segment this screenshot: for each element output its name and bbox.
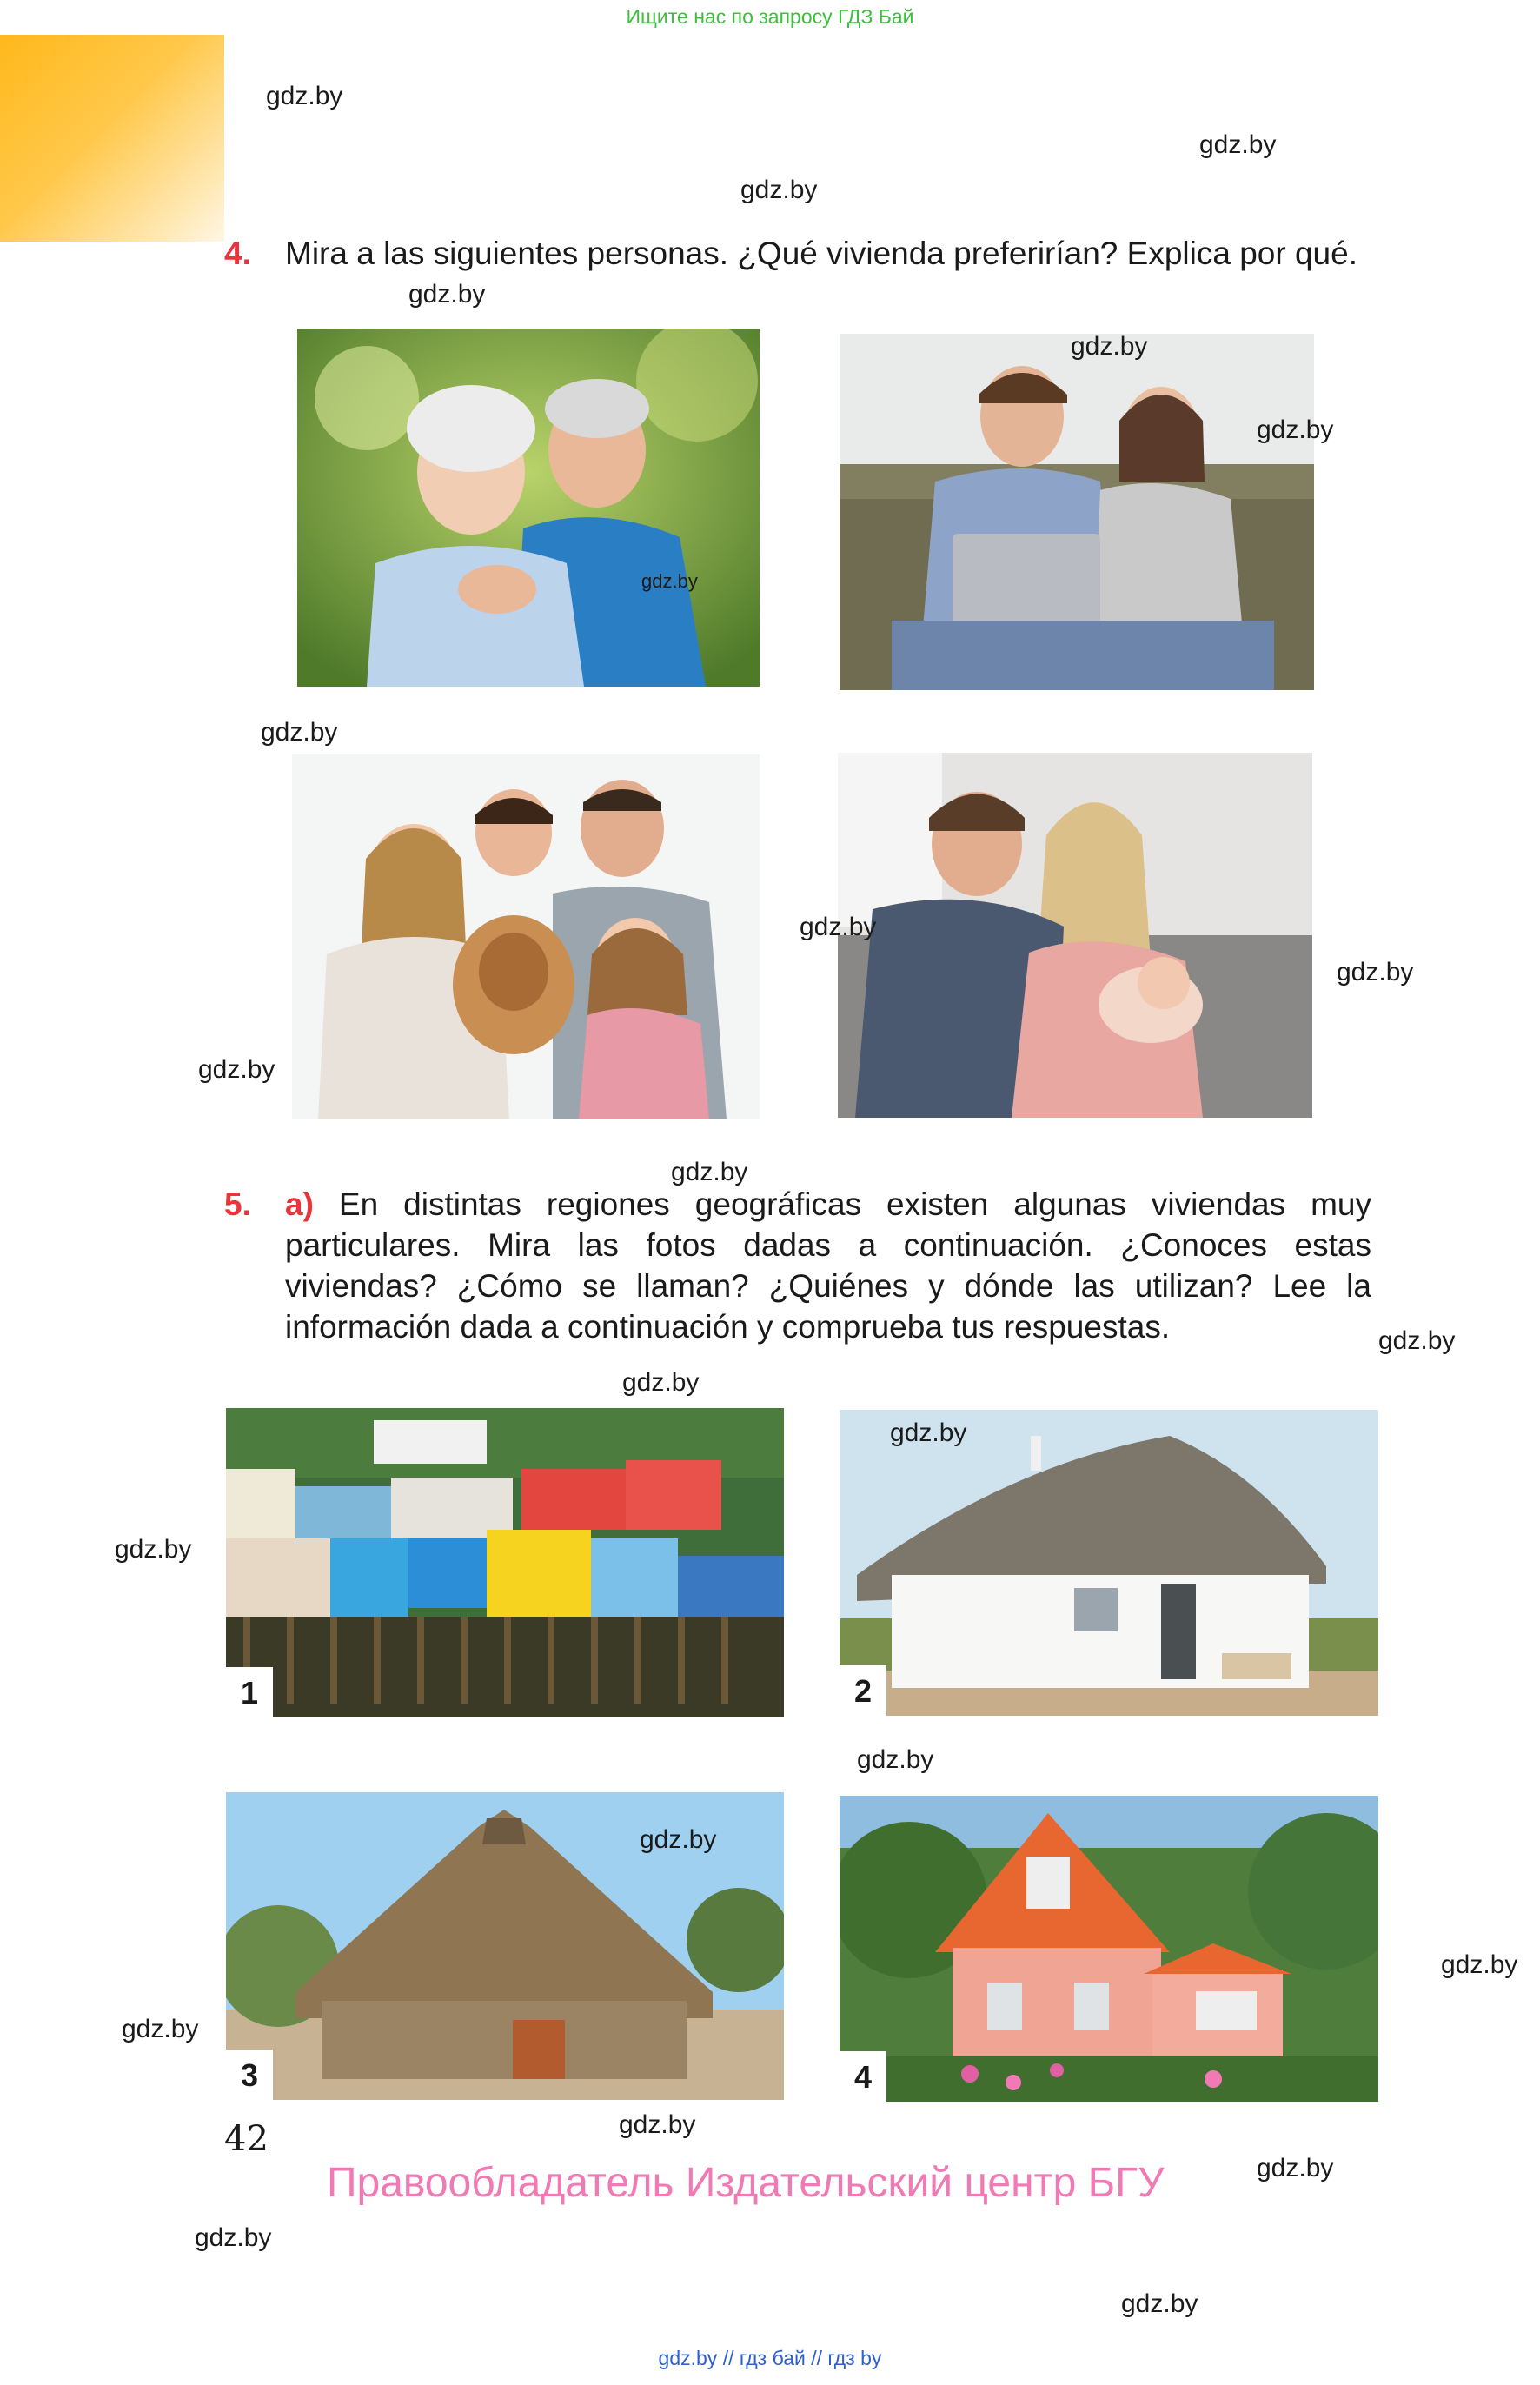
exercise-4-text: Mira a las siguientes personas. ¿Qué vivienda preferirían? Explica por qué. bbox=[285, 236, 1357, 271]
house-label-4: 4 bbox=[840, 2051, 886, 2102]
exercise-5-number: 5. bbox=[224, 1186, 251, 1222]
watermark: gdz.by bbox=[1257, 2154, 1334, 2182]
watermark: gdz.by bbox=[1378, 1326, 1456, 1355]
exercise-4-number: 4. bbox=[224, 236, 251, 271]
watermark: gdz.by bbox=[1071, 332, 1148, 361]
watermark: gdz.by bbox=[800, 913, 877, 941]
photo-couple-with-baby bbox=[838, 753, 1312, 1118]
photo-house-2-thatched-cottage bbox=[840, 1410, 1378, 1716]
watermark: gdz.by bbox=[1441, 1950, 1518, 1979]
watermark: gdz.by bbox=[640, 1825, 717, 1854]
watermark: gdz.by bbox=[641, 570, 698, 592]
watermark: gdz.by bbox=[1257, 415, 1334, 444]
watermark: gdz.by bbox=[1199, 130, 1277, 159]
watermark: gdz.by bbox=[195, 2223, 272, 2252]
house-label-3: 3 bbox=[226, 2050, 273, 2100]
watermark: gdz.by bbox=[622, 1368, 700, 1397]
watermark: gdz.by bbox=[261, 718, 338, 747]
footer-links[interactable]: gdz.by // гдз бай // гдз by bbox=[658, 2347, 882, 2369]
watermark: gdz.by bbox=[619, 2110, 696, 2139]
exercise-5-sub-label: a) bbox=[285, 1186, 314, 1222]
corner-decoration bbox=[0, 35, 224, 242]
watermark: gdz.by bbox=[198, 1055, 275, 1084]
house-label-2: 2 bbox=[840, 1665, 886, 1716]
exercise-5-text: En distintas regiones geográficas existen algunas viviendas muy particulares. Mira las fotos dadas a continuación. ¿Conoces estas viviendas? ¿Cómo se llaman? ¿Quiénes y dónde las utilizan? Lee la información dada a continuación y comprueba tus respuestas. bbox=[285, 1186, 1372, 1345]
house-label-1: 1 bbox=[226, 1667, 273, 1717]
watermark: gdz.by bbox=[1121, 2289, 1198, 2318]
watermark: gdz.by bbox=[408, 280, 486, 309]
copyright-holder: Правообладатель Издательский центр БГУ bbox=[327, 2160, 1165, 2206]
photo-young-couple-laptop bbox=[840, 334, 1314, 690]
photo-family-with-dog bbox=[292, 754, 760, 1119]
watermark: gdz.by bbox=[1337, 958, 1414, 987]
watermark: gdz.by bbox=[671, 1158, 748, 1186]
watermark: gdz.by bbox=[857, 1745, 934, 1774]
watermark: gdz.by bbox=[740, 176, 818, 204]
photo-house-4-pink-house bbox=[840, 1796, 1378, 2102]
page-number: 42 bbox=[224, 2119, 269, 2159]
photo-elderly-couple bbox=[297, 329, 760, 687]
watermark: gdz.by bbox=[115, 1535, 192, 1564]
watermark: gdz.by bbox=[266, 82, 343, 110]
exercise-5-body bbox=[285, 1184, 1371, 1347]
top-banner[interactable]: Ищите нас по запросу ГДЗ Бай bbox=[626, 5, 914, 28]
watermark: gdz.by bbox=[122, 2015, 199, 2043]
photo-house-1-stilt-houses bbox=[226, 1408, 784, 1717]
watermark: gdz.by bbox=[890, 1418, 967, 1447]
